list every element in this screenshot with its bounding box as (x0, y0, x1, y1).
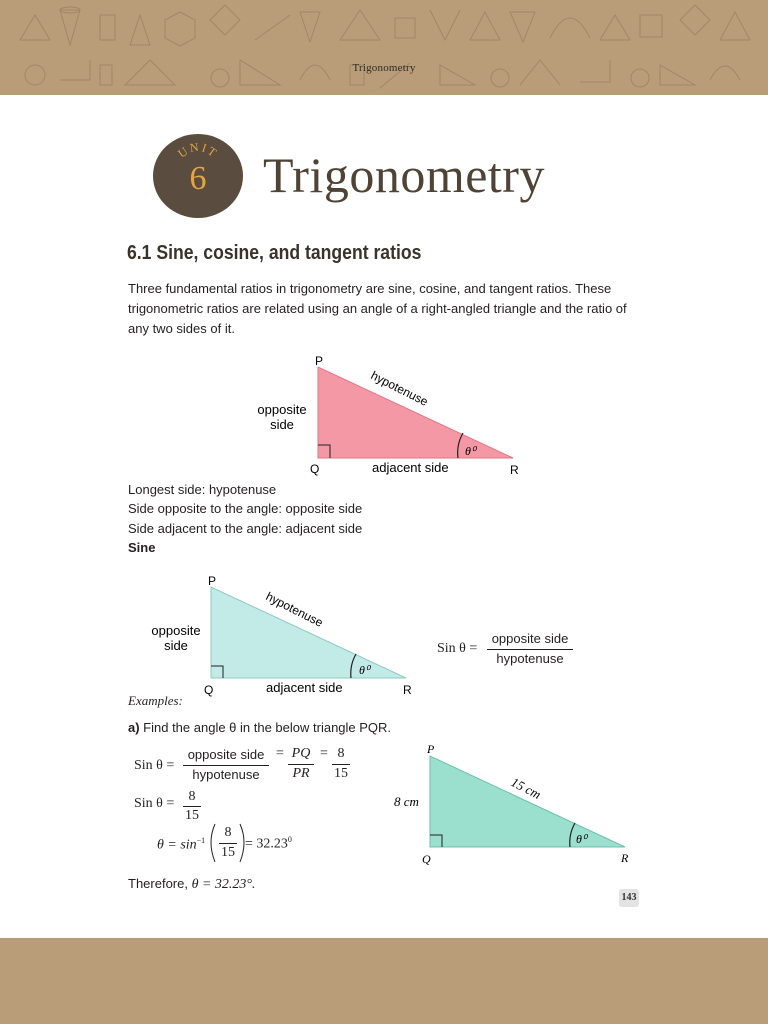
working-line3-inverse: −1 (196, 836, 206, 845)
working-line1-lhs: Sin θ = (134, 758, 175, 773)
intro-paragraph: Three fundamental ratios in trigonometry are sine, cosine, and tangent ratios. These trigonometric ratios are related using an angle of a right-angled triangle and the ratio of any two sides of it. (128, 281, 627, 336)
vertex-p-label: P (427, 742, 435, 756)
hypotenuse-label: hypotenuse (368, 368, 431, 409)
opposite-label-2: side (270, 417, 294, 432)
unit-word: UNIT (175, 139, 221, 161)
running-head: Trigonometry (352, 62, 416, 74)
working-line3-degree: 0 (287, 835, 292, 844)
definition-adjacent: Side adjacent to the angle: adjacent side (128, 521, 363, 536)
working-line1-denominator: hypotenuse (192, 767, 260, 782)
sine-heading: Sine (128, 540, 156, 555)
vertex-p-label: P (315, 354, 324, 368)
examples-label: Examples: (128, 693, 183, 708)
page-number: 143 (619, 889, 639, 907)
angle-label: θ⁰ (576, 832, 587, 846)
working-line1-8: 8 (337, 746, 345, 761)
opposite-label-2: side (164, 638, 188, 653)
unit-number: 6 (189, 160, 207, 197)
working-line1-numerator: opposite side (187, 747, 265, 762)
working-line1-pr: PR (292, 766, 310, 781)
triangle-teal (430, 756, 625, 847)
working-line2-denominator: 15 (185, 808, 199, 823)
vertex-r-label: R (403, 683, 412, 697)
opposite-length-label: 8 cm (394, 794, 419, 809)
chapter-title: Trigonometry (263, 147, 545, 203)
working-line2-numerator: 8 (188, 789, 196, 804)
example-a-text: Find the angle θ in the below triangle PQR. (139, 720, 392, 735)
sine-formula-numerator: opposite side (491, 631, 569, 646)
hypotenuse-label: hypotenuse (263, 589, 326, 630)
page-footer (0, 938, 768, 1024)
vertex-r-label: R (621, 851, 629, 865)
definition-hypotenuse: Longest side: hypotenuse (128, 482, 277, 497)
working-line1-equals2: = (320, 746, 328, 761)
vertex-p-label: P (208, 574, 217, 588)
angle-label: θ⁰ (359, 663, 370, 677)
section-title: 6.1 Sine, cosine, and tangent ratios (127, 242, 422, 264)
opposite-label-1: opposite (151, 623, 201, 638)
working-line3-denominator: 15 (221, 845, 235, 860)
sine-formula-lhs: Sin θ = (437, 641, 478, 656)
working-line1-equals: = (276, 746, 284, 761)
adjacent-label: adjacent side (372, 460, 449, 475)
definition-opposite: Side opposite to the angle: opposite side (128, 501, 363, 516)
example-a-prefix: a) (128, 720, 140, 735)
working-line1-15: 15 (334, 766, 348, 781)
adjacent-label: adjacent side (266, 680, 343, 695)
working-line1-pq: PQ (291, 746, 311, 761)
working-line3-numerator: 8 (224, 825, 232, 840)
working-line2-lhs: Sin θ = (134, 796, 175, 811)
conclusion-value: θ = 32.23°. (191, 877, 256, 892)
working-line3-rhs: = 32.23 (245, 836, 288, 852)
working-line3-lhs-text: θ = sin (157, 837, 197, 853)
vertex-q-label: Q (310, 462, 320, 476)
conclusion-text: Therefore, (128, 876, 192, 891)
angle-label: θ⁰ (465, 444, 476, 458)
vertex-r-label: R (510, 463, 519, 477)
sine-formula-denominator: hypotenuse (496, 651, 564, 666)
conclusion (128, 876, 256, 893)
opposite-label-1: opposite (257, 402, 307, 417)
hypotenuse-length-label: 15 cm (508, 774, 544, 802)
vertex-q-label: Q (204, 683, 214, 697)
vertex-q-label: Q (422, 852, 431, 866)
